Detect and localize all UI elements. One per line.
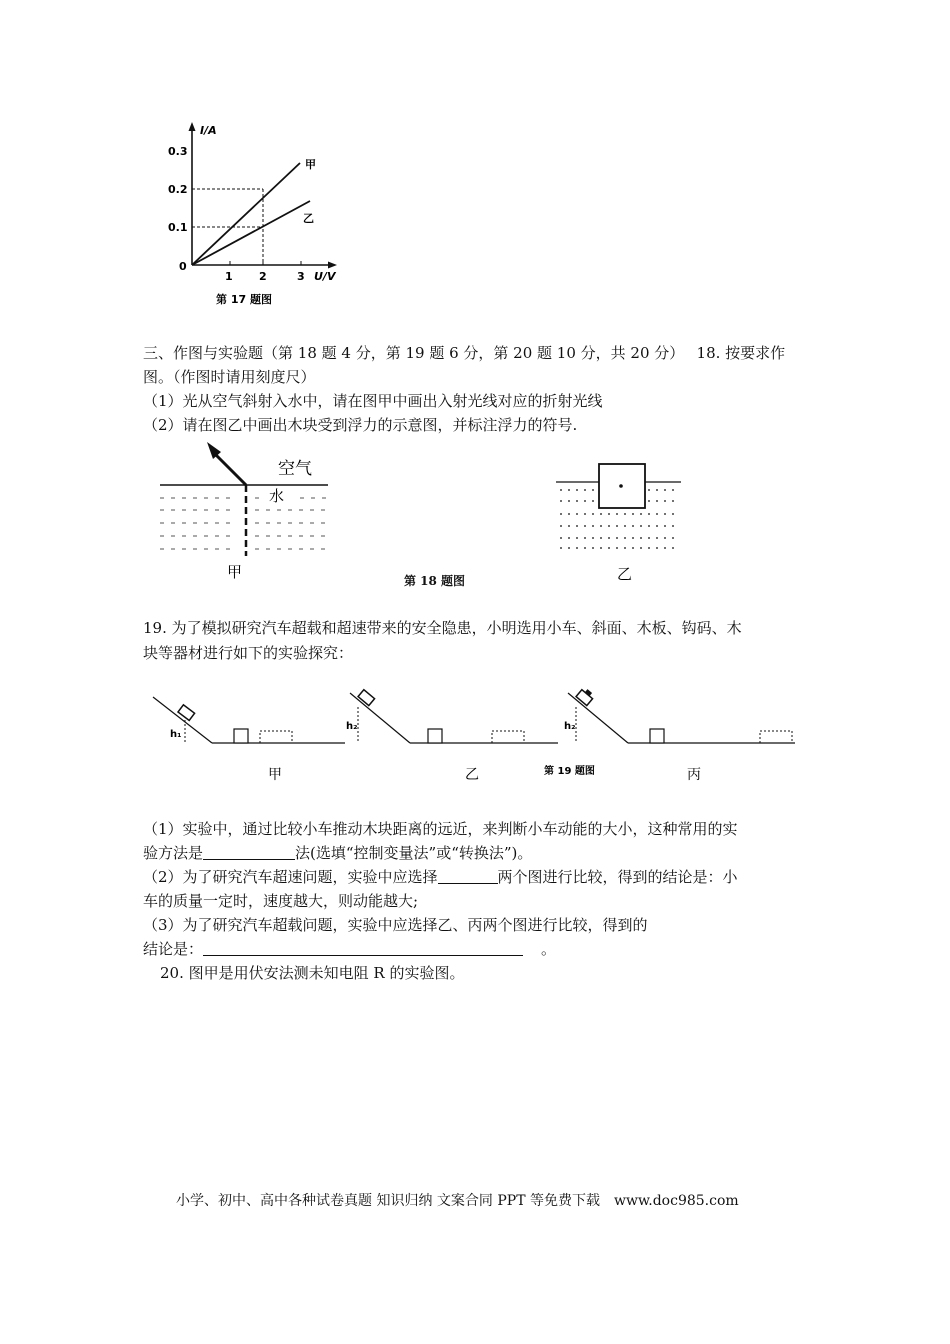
- figure-18-yi-label: 乙: [617, 565, 633, 583]
- block-final-dashed-jia: [260, 731, 292, 743]
- wood-block-yi: [428, 729, 442, 743]
- answer-blank-method[interactable]: [203, 844, 295, 860]
- q19-part-3a: （3）为了研究汽车超载问题，实验中应选择乙、丙两个图进行比较，得到的: [143, 916, 648, 934]
- answer-blank-conclusion[interactable]: [203, 940, 523, 956]
- label-jia: 甲: [268, 767, 282, 783]
- origin-label: 0: [179, 260, 187, 273]
- q18-part-2: （2）请在图乙中画出木块受到浮力的示意图，并标注浮力的符号.: [143, 416, 578, 434]
- q19-part-2b: 车的质量一定时，速度越大，则动能越大;: [143, 892, 419, 910]
- q19-part-2a: [143, 866, 738, 888]
- figure-18-jia-refraction: [155, 438, 340, 583]
- x-tick-label: 3: [297, 270, 305, 283]
- y-axis-arrow: [189, 122, 196, 131]
- y-tick-label: 0.2: [168, 183, 188, 196]
- h2-label: h₂: [564, 721, 576, 732]
- wood-block-jia: [234, 729, 248, 743]
- q19-part-2a-post: 两个图进行比较，得到的结论是：小: [497, 868, 738, 886]
- water-label: 水: [269, 487, 285, 505]
- block-center-dot: [619, 484, 623, 488]
- q19-part-3b-post: 。: [541, 940, 557, 958]
- x-tick-label: 2: [259, 270, 267, 283]
- figure-17-iu-graph: [160, 118, 350, 313]
- figure-19-ramp-experiments: [150, 685, 815, 790]
- q19-part-3b-pre: 结论是：: [143, 940, 204, 958]
- figure-18-jia-label: 甲: [227, 563, 243, 581]
- q19-intro-1: 19. 为了模拟研究汽车超载和超速带来的安全隐患，小明选用小车、斜面、木板、钩码、木: [143, 619, 742, 637]
- q19-intro-2: 块等器材进行如下的实验探究：: [143, 644, 354, 662]
- series-jia-label: 甲: [305, 158, 316, 171]
- figure-18-caption: 第 18 题图: [404, 574, 466, 588]
- water-dashes: [160, 498, 328, 549]
- x-tick-label: 1: [225, 270, 233, 283]
- block-final-dashed-bing: [760, 731, 792, 743]
- series-yi-label: 乙: [303, 212, 314, 225]
- q19-part-1b-post: 法(选填“控制变量法”或“转换法”)。: [295, 844, 533, 862]
- series-yi-line: [192, 201, 310, 265]
- q18-part-1: （1）光从空气斜射入水中，请在图甲中画出入射光线对应的折射光线: [143, 392, 603, 410]
- q19-part-1a: （1）实验中，通过比较小车推动木块距离的远近，来判断小车动能的大小，这种常用的实: [143, 820, 738, 838]
- block-final-dashed-yi: [492, 731, 524, 743]
- ramp-setup-yi: [346, 690, 558, 743]
- label-bing: 丙: [687, 767, 701, 783]
- section-3-header: 三、作图与实验题（第 18 题 4 分，第 19 题 6 分，第 20 题 10 分，共 20 分） 18. 按要求作: [143, 344, 786, 362]
- y-tick-label: 0.1: [168, 221, 188, 234]
- section-3-header-cont: 图。（作图时请用刻度尺）: [143, 368, 316, 386]
- ramp-setup-bing: [564, 687, 795, 743]
- x-axis-label: U/V: [314, 270, 336, 283]
- figure-19-caption: 第 19 题图: [544, 766, 595, 777]
- y-axis-label: I/A: [200, 124, 217, 137]
- air-label: 空气: [278, 459, 312, 479]
- q19-part-1b: [143, 842, 532, 864]
- page-footer: 小学、初中、高中各种试卷真题 知识归纳 文案合同 PPT 等免费下载 www.doc985.com: [176, 1193, 739, 1209]
- cart-yi: [358, 690, 375, 706]
- ramp-setup-jia: [153, 697, 345, 743]
- q20-text: 20. 图甲是用伏安法测未知电阻 R 的实验图。: [160, 964, 465, 982]
- h1-label: h₁: [170, 729, 182, 740]
- series-jia-line: [192, 163, 300, 265]
- wood-block-bing: [650, 729, 664, 743]
- label-yi: 乙: [465, 767, 479, 783]
- incident-ray: [215, 454, 246, 485]
- y-tick-label: 0.3: [168, 145, 188, 158]
- q19-part-2a-pre: （2）为了研究汽车超速问题，实验中应选择: [143, 868, 438, 886]
- figure-17-caption: 第 17 题图: [216, 293, 272, 306]
- h2-label: h₂: [346, 721, 358, 732]
- x-axis-arrow: [328, 262, 337, 269]
- q19-part-3b: [143, 938, 556, 960]
- figure-18-yi-floating-block: [553, 455, 688, 585]
- answer-blank-figures[interactable]: [438, 868, 498, 884]
- q19-part-1b-pre: 验方法是: [143, 844, 204, 862]
